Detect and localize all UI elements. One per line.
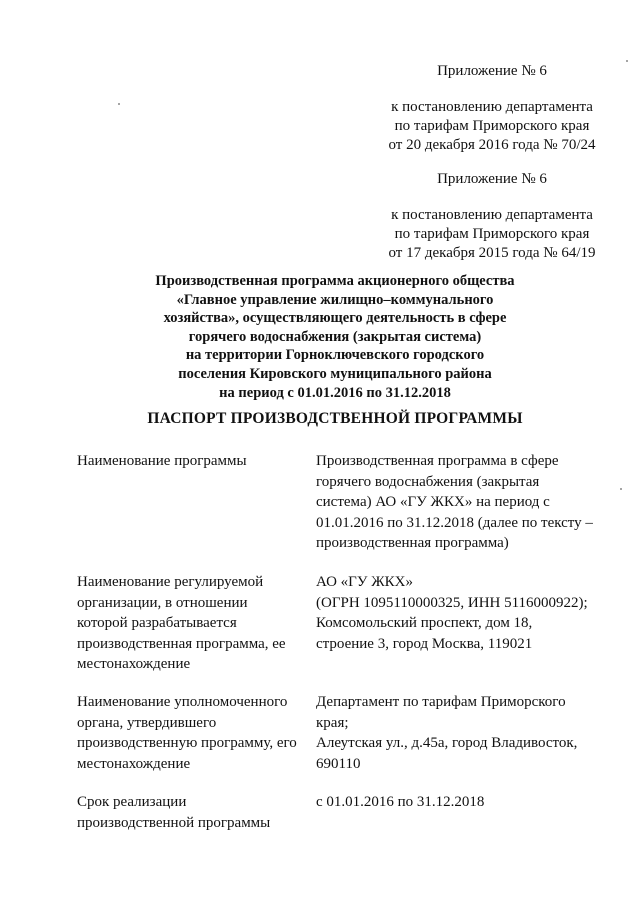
appendix-current-line: к постановлению департамента (391, 99, 593, 115)
value-line: 690110 (316, 755, 361, 772)
value-line: горячего водоснабжения (закрытая (316, 473, 540, 490)
appendix-current-line: по тарифам Приморского края (394, 118, 590, 134)
appendix-current-line: от 20 декабря 2016 года № 70/24 (388, 137, 596, 153)
value-line: 01.01.2016 по 31.12.2018 (далее по тексту – (316, 514, 593, 531)
label-line: производственная программа, ее (77, 635, 286, 652)
label-line: производственную программу, его (77, 735, 297, 751)
value-line: Производственная программа в сфере (316, 453, 559, 469)
value-line: края; (316, 714, 349, 731)
appendix-previous-line: по тарифам Приморского края (394, 226, 590, 242)
passport-row-label (77, 572, 307, 675)
value-line: Департамент по тарифам Приморского (316, 694, 566, 710)
label-line: Срок реализации (77, 794, 187, 810)
passport-row-label (77, 451, 307, 472)
appendix-previous-line: к постановлению департамента (391, 207, 593, 223)
heading-line: Производственная программа акционерного общества (155, 273, 515, 289)
value-line: Алеутская ул., д.45а, город Владивосток, (316, 735, 578, 751)
passport-row-value (316, 692, 606, 774)
passport-row-label (77, 792, 307, 833)
heading-line: на территории Горноключевского городского (185, 347, 485, 364)
scan-speck (118, 103, 120, 105)
value-line: производственная программа) (316, 535, 509, 551)
passport-row-label (77, 692, 307, 774)
label-line: которой разрабатывается (77, 615, 237, 631)
label-line: местонахождение (77, 755, 191, 772)
value-line: строение 3, город Москва, 119021 (316, 635, 533, 652)
scan-speck (620, 488, 622, 490)
label-line: Наименование программы (77, 453, 247, 469)
passport-row-value (316, 572, 606, 654)
passport-row-value (316, 451, 606, 554)
value-line: Комсомольский проспект, дом 18, (316, 615, 533, 631)
label-line: местонахождение (77, 656, 191, 672)
scan-speck (626, 60, 628, 62)
heading-line: хозяйства», осуществляющего деятельность в сфере (163, 310, 507, 327)
value-line: АО «ГУ ЖКХ» (316, 574, 413, 590)
value-line: (ОГРН 1095110000325, ИНН 5116000922); (316, 594, 588, 611)
appendix-current-title: Приложение № 6 (437, 63, 547, 79)
appendix-previous-line: от 17 декабря 2015 года № 64/19 (388, 245, 596, 261)
label-line: производственной программы (77, 814, 271, 831)
passport-row-value (316, 792, 606, 813)
label-line: Наименование регулируемой (77, 574, 264, 590)
appendix-previous-block (382, 170, 602, 263)
appendix-previous-title: Приложение № 6 (437, 171, 547, 187)
heading-line: поселения Кировского муниципального района (178, 365, 492, 382)
heading-line: горячего водоснабжения (закрытая система) (188, 328, 482, 345)
label-line: Наименование уполномоченного (77, 694, 288, 710)
label-line: органа, утвердившего (77, 714, 217, 731)
heading-line: «Главное управление жилищно–коммунального (176, 291, 494, 308)
appendix-current-block (382, 62, 602, 155)
heading-line: на период с 01.01.2016 по 31.12.2018 (219, 384, 451, 401)
value-line: система) АО «ГУ ЖКХ» на период с (316, 494, 550, 510)
passport-title: ПАСПОРТ ПРОИЗВОДСТВЕННОЙ ПРОГРАММЫ (147, 410, 523, 427)
value-line: с 01.01.2016 по 31.12.2018 (316, 794, 485, 810)
program-heading (100, 272, 570, 402)
label-line: организации, в отношении (77, 594, 248, 611)
